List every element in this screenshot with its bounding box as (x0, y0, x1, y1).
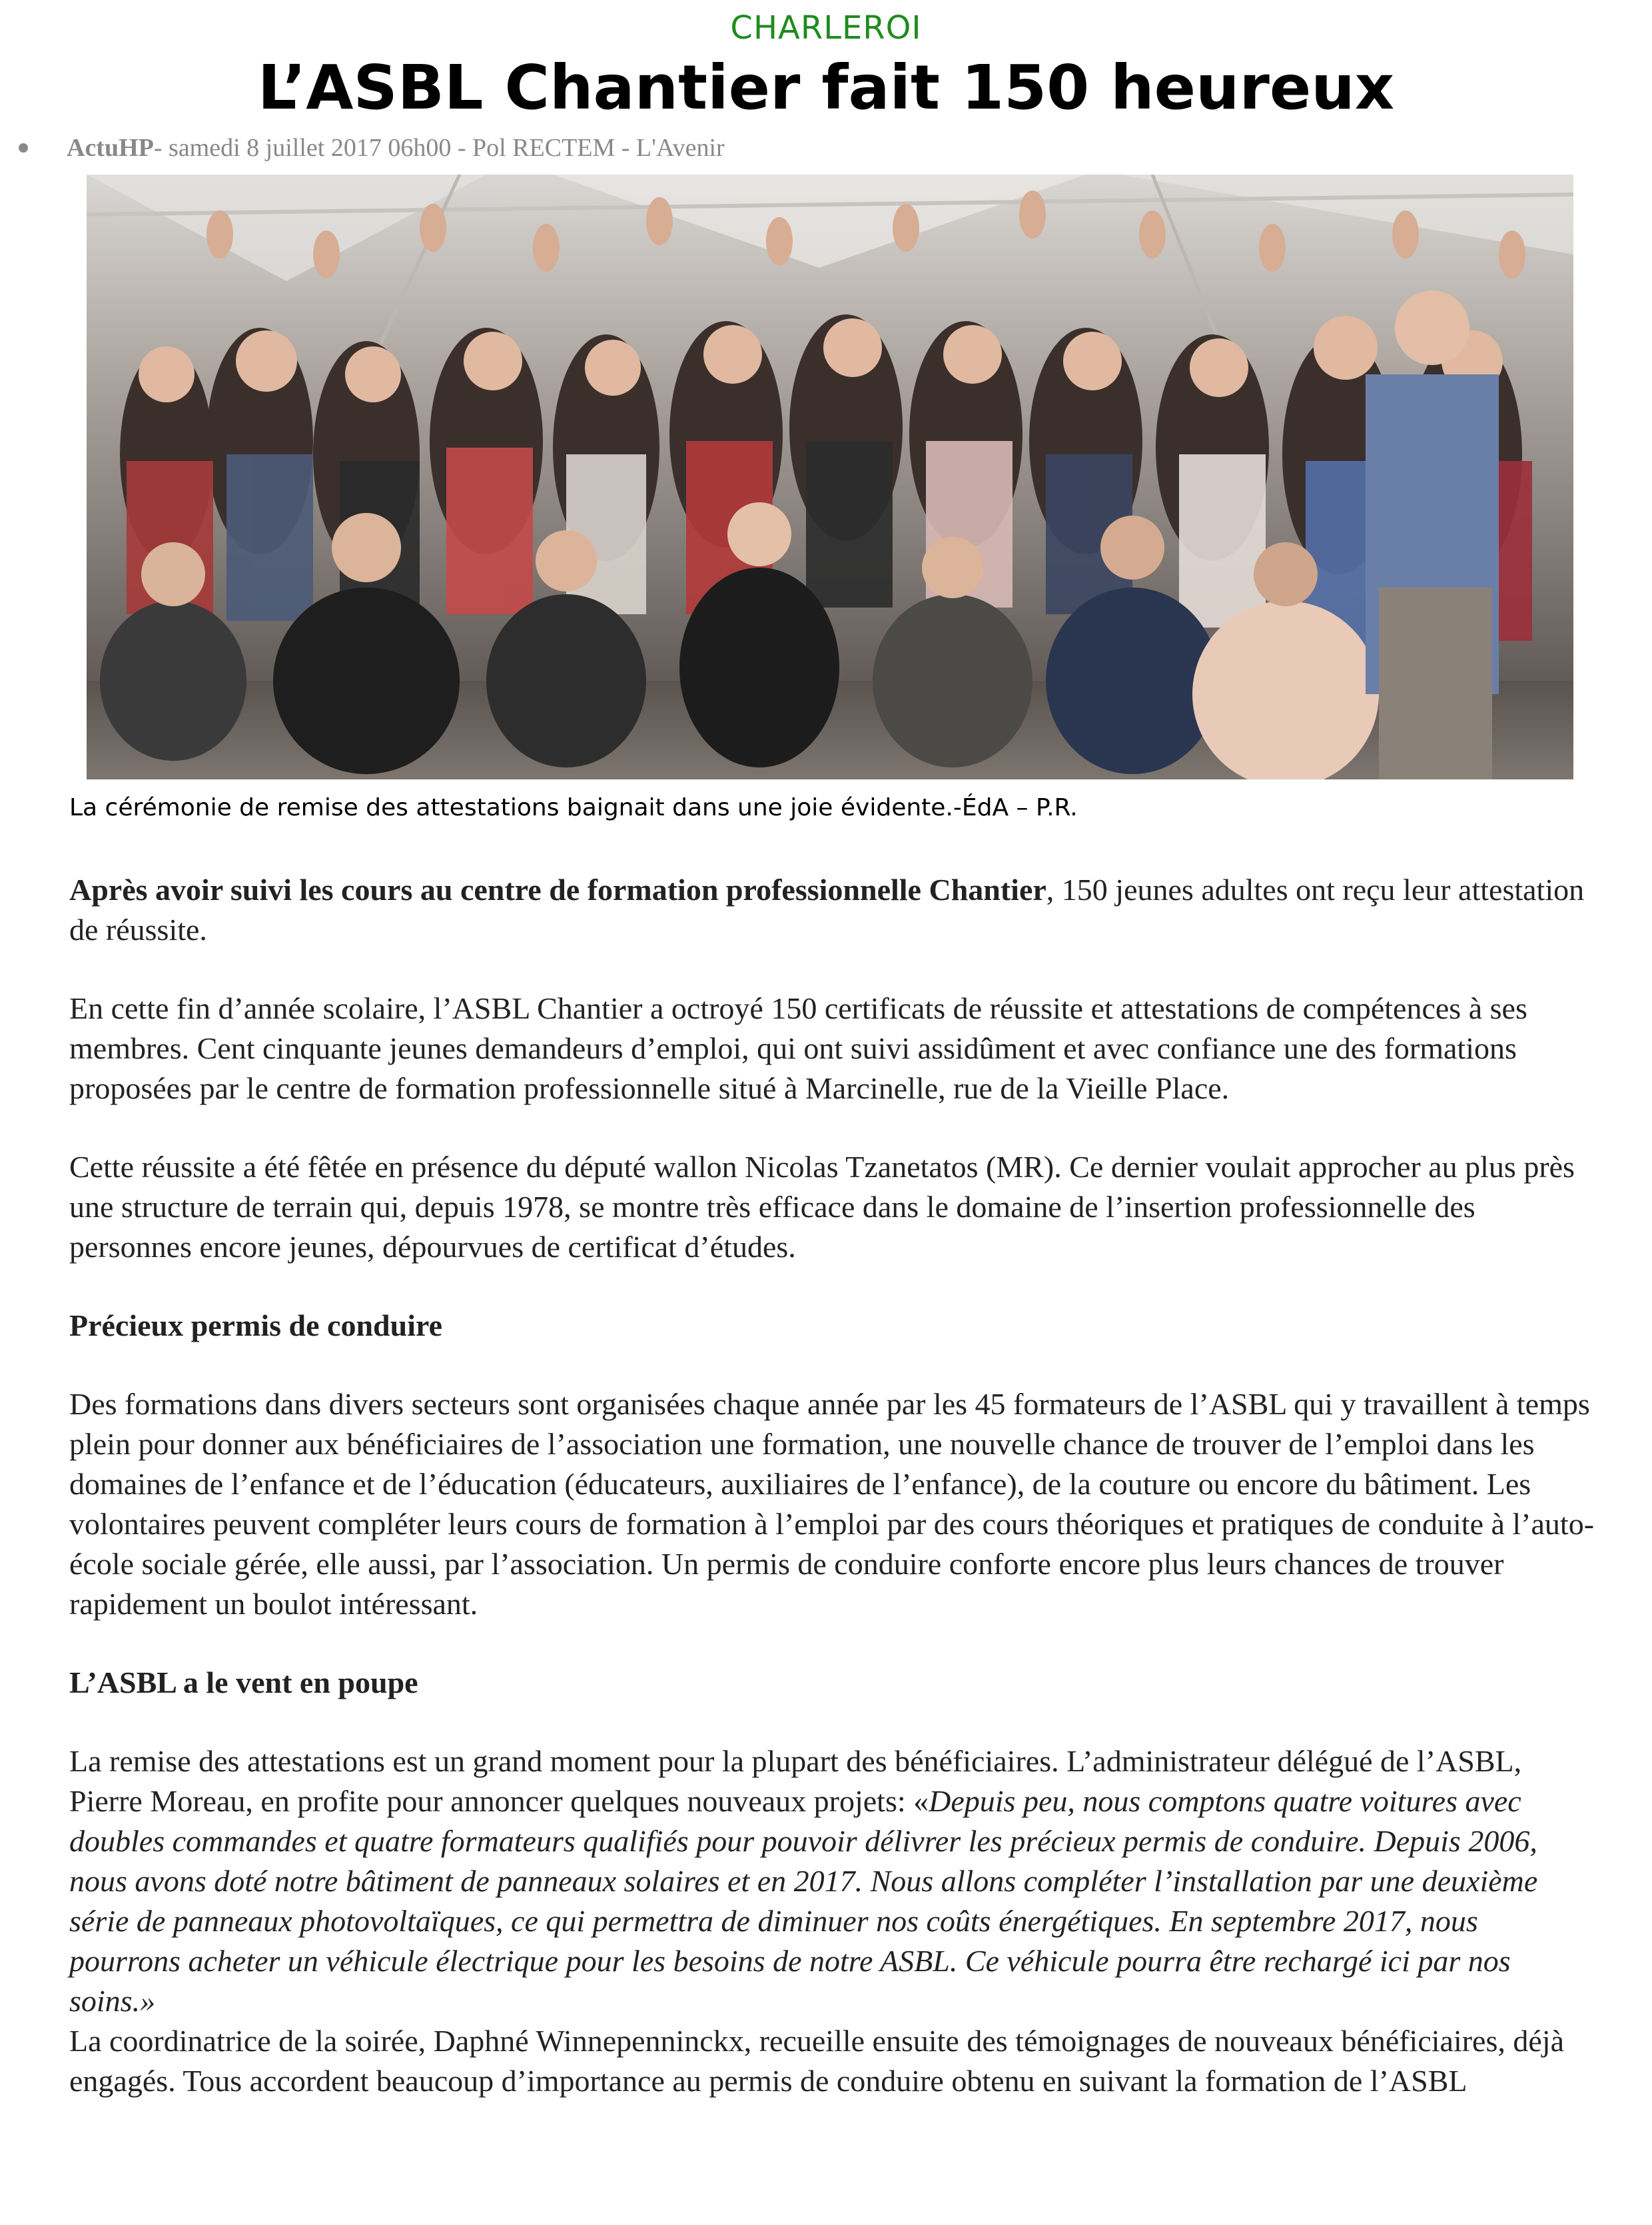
bullet-icon (19, 143, 28, 153)
byline-source[interactable]: ActuHP (67, 134, 154, 162)
byline-meta: - samedi 8 juillet 2017 06h00 - Pol RECTEM - L'Avenir (153, 134, 725, 162)
lead-rest: , 150 jeunes adultes ont reçu leur attestation de réussite. (69, 873, 1585, 947)
paragraph-4 (69, 1741, 1595, 2021)
subheading-1: Précieux permis de conduire (69, 1308, 442, 1342)
lead-bold: Après avoir suivi les cours au centre de formation professionnelle Chantier (69, 873, 1046, 907)
paragraph-4-quote: Depuis peu, nous comptons quatre voitures avec doubles commandes et quatre formateurs qualifiés pour pouvoir délivrer les précieux permis de conduire. Depuis 2006, nous avons doté notre bâtiment de panneaux solaires et en 2017. Nous allons compléter l’installation par une deuxième série de panneaux photovoltaïques, ce qui permettra de diminuer nos coûts énergétiques. En septembre 2017, nous pourrons acheter un véhicule électrique pour les besoins de notre ASBL. Ce véhicule pourra être rechargé ici par nos soins. (69, 1784, 1538, 2018)
group-photo-icon (87, 175, 1573, 779)
subheading-2: L’ASBL a le vent en poupe (69, 1665, 418, 1699)
photo-caption: La cérémonie de remise des attestations baignait dans une joie évidente.-ÉdA – P.R. (69, 794, 1078, 821)
paragraph-1: En cette fin d’année scolaire, l’ASBL Chantier a octroyé 150 certificats de réussite et attestations de compétences à ses membres. Cent cinquante jeunes demandeurs d’emploi, qui ont suivi assidûment et avec confiance une des formations proposées par le centre de formation professionnelle situé à Marcinelle, rue de la Vieille Place. (69, 991, 1527, 1105)
article-photo (87, 175, 1573, 779)
paragraph-5: La coordinatrice de la soirée, Daphné Winnepenninckx, recueille ensuite des témoignages de nouveaux bénéficiaires, déjà engagés. Tous accordent beaucoup d’importance au permis de conduire obtenu en suivant la formation de l’ASBL (69, 2024, 1564, 2098)
article-headline: L’ASBL Chantier fait 150 heureux (257, 52, 1395, 123)
lead-paragraph (69, 870, 1595, 950)
byline (19, 133, 725, 163)
article-body (69, 870, 1595, 2101)
paragraph-4-close: » (140, 1984, 156, 2018)
section-label: CHARLEROI (730, 9, 922, 47)
paragraph-3: Des formations dans divers secteurs sont organisées chaque année par les 45 formateurs de l’ASBL qui y travaillent à temps plein pour donner aux bénéficiaires de l’association une formation, une nouvelle chance de trouver de l’emploi dans les domaines de l’enfance et de l’éducation (éducateurs, auxiliaires de l’enfance), de la couture ou encore du bâtiment. Les volontaires peuvent compléter leurs cours de formation à l’emploi par des cours théoriques et pratiques de conduite à l’auto-école sociale gérée, elle aussi, par l’association. Un permis de conduire conforte encore plus leurs chances de trouver rapidement un boulot intéressant. (69, 1387, 1595, 1621)
paragraph-2: Cette réussite a été fêtée en présence du député wallon Nicolas Tzanetatos (MR). Ce dernier voulait approcher au plus près une structure de terrain qui, depuis 1978, se montre très efficace dans le domaine de l’insertion professionnelle des personnes encore jeunes, dépourvues de certificat d’études. (69, 1150, 1575, 1264)
paragraph-4-intro: La remise des attestations est un grand moment pour la plupart des bénéficiaires. L’administrateur délégué de l’ASBL, Pierre Moreau, en profite pour annoncer quelques nouveaux projets: « (69, 1744, 1522, 1818)
